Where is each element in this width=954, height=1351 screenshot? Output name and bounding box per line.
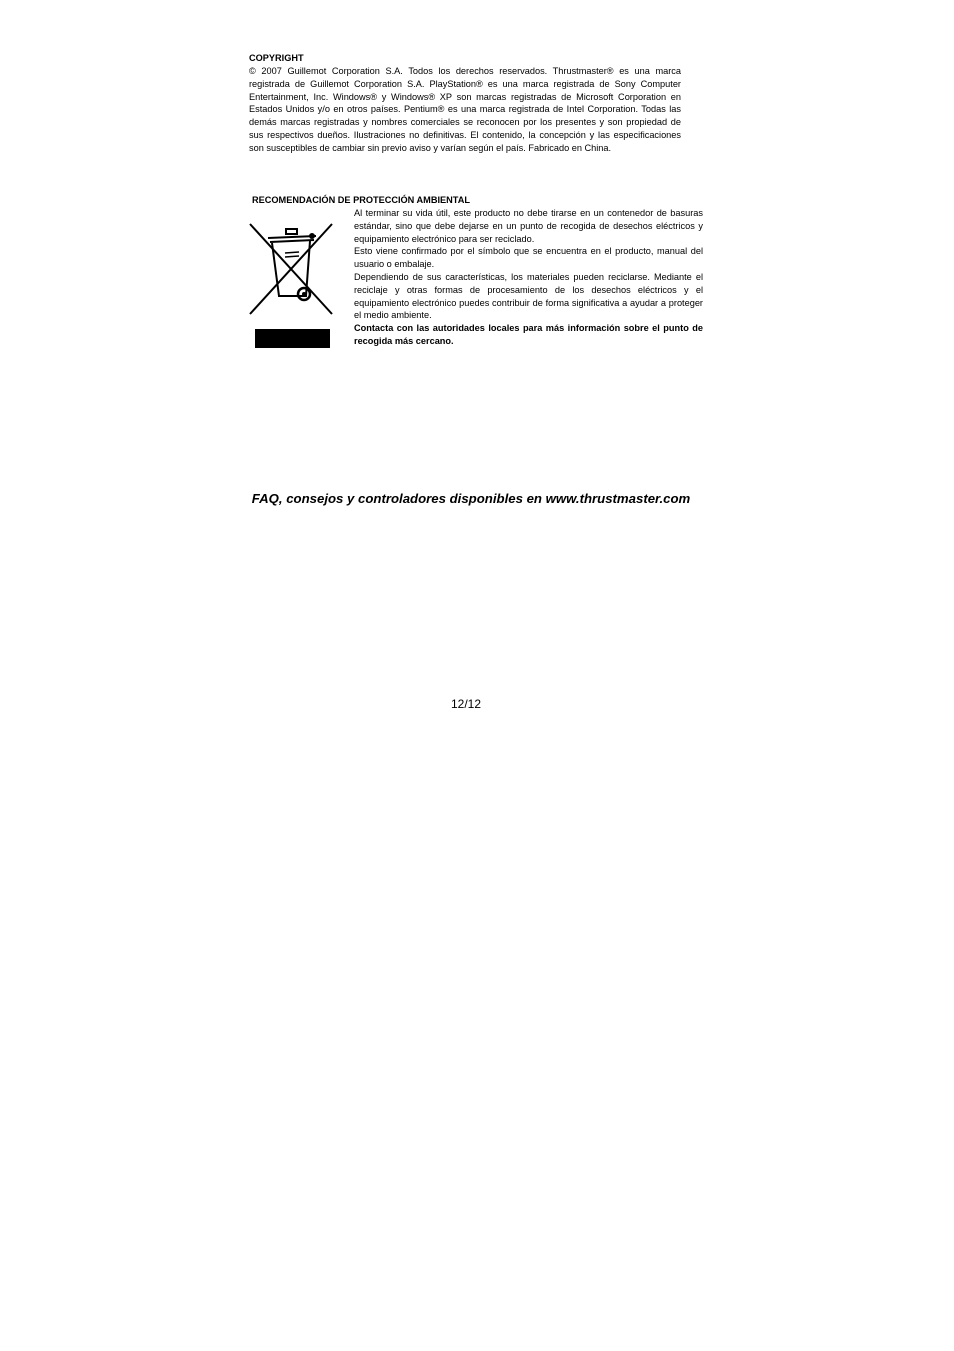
environment-text (354, 207, 703, 348)
crossed-out-wheelie-bin-icon (248, 222, 334, 316)
copyright-section (249, 52, 681, 155)
environment-paragraph-2: Esto viene confirmado por el símbolo que se encuentra en el producto, manual del usuario o embalaje. (354, 246, 703, 270)
environment-contact-note: Contacta con las autoridades locales para más información sobre el punto de recogida más cercano. (354, 323, 703, 346)
environment-paragraph-1: Al terminar su vida útil, este producto no debe tirarse en un contenedor de basuras estándar, sino que debe dejarse en un punto de recogida de desechos eléctricos y equipamiento electrónico para ser reciclado. (354, 208, 703, 244)
environment-paragraph-3: Dependiendo de sus características, los materiales pueden reciclarse. Mediante el reciclaje y otras formas de procesamiento de los desechos eléctricos y el equipamiento electrónico puedes contribuir de forma significativa a ayudar a proteger el medio ambiente. (354, 271, 703, 321)
copyright-text: © 2007 Guillemot Corporation S.A. Todos los derechos reservados. Thrustmaster® es una marca registrada de Guillemot Corporation S.A. PlayStation® es una marca registrada de Sony Computer Entertainment, Inc. Windows® y Windows® XP son marcas registradas de Microsoft Corporation en Estados Unidos y/o en otros países. Pentium® es una marca registrada de Intel Corporation. Todas las demás marcas registradas y nombres comerciales se reconocen por los presentes y son propiedad de sus respectivos dueños. Ilustraciones no definitivas. El contenido, la concepción y las especificaciones son susceptibles de cambiar sin previo aviso y varían según el país. Fabricado en China. (249, 66, 681, 153)
copyright-heading: COPYRIGHT (249, 53, 304, 63)
faq-link-line: FAQ, consejos y controladores disponibles en www.thrustmaster.com (251, 491, 691, 506)
page-number: 12/12 (450, 697, 482, 711)
environment-heading: RECOMENDACIÓN DE PROTECCIÓN AMBIENTAL (252, 195, 470, 205)
black-bar (255, 329, 330, 348)
